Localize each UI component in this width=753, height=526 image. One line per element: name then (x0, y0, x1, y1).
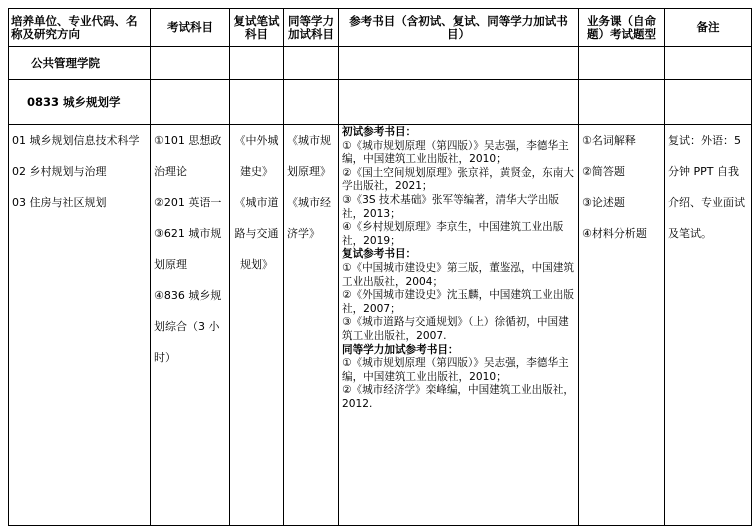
header-equiv-subject: 同等学力加试科目 (284, 9, 339, 47)
exam-subject-line: ①101 思想政 (154, 134, 222, 147)
reference-item: ③《3S 技术基础》张军等编著，清华大学出版社，2013； (342, 193, 560, 220)
retest-ref-heading: 复试参考书目： (342, 248, 417, 261)
equiv-subject-line: 划原理》 (287, 165, 331, 178)
exam-subject-line: ④836 城乡规 (154, 289, 222, 302)
retest-subject-line: 路与交通 (234, 227, 279, 240)
question-type: ②简答题 (582, 165, 625, 178)
empty-cell (151, 80, 230, 125)
equiv-subject-line: 《城市规 (287, 134, 331, 147)
direction-item: 03 住房与社区规划 (12, 196, 107, 209)
major-name: 0833 城乡规划学 (9, 80, 151, 125)
empty-cell (284, 47, 339, 80)
reference-item: ①《中国城市建设史》第三版，董鉴泓，中国建筑工业出版社，2004； (342, 261, 574, 288)
exam-subject-line: 治理论 (154, 165, 187, 178)
empty-cell (151, 47, 230, 80)
equiv-subject-line: 《城市经 (287, 196, 331, 209)
header-business-type: 业务课（自命题）考试题型 (579, 9, 665, 47)
header-retest-subject: 复试笔试科目 (230, 9, 284, 47)
references-cell (339, 125, 579, 526)
empty-cell (665, 80, 752, 125)
retest-subject-line: 《城市道 (234, 196, 279, 209)
exam-subject-line: 时） (154, 351, 176, 364)
empty-cell (230, 80, 284, 125)
reference-item: ①《城市规划原理（第四版）》吴志强，李德华主编，中国建筑工业出版社，2010； (342, 139, 569, 166)
directions-cell (9, 125, 151, 526)
question-types-cell (579, 125, 665, 526)
header-references: 参考书目（含初试、复试、同等学力加试书目） (339, 9, 579, 47)
retest-subject-line: 规划》 (240, 258, 273, 271)
notes-cell (665, 125, 752, 526)
direction-item: 02 乡村规划与治理 (12, 165, 107, 178)
reference-item: ②《城市经济学》栾峰编，中国建筑工业出版社，2012. (342, 384, 574, 410)
empty-cell (665, 47, 752, 80)
empty-cell (579, 47, 665, 80)
retest-subject-line: 建史》 (240, 165, 273, 178)
reference-item: ③《城市道路与交通规划》（上）徐循初，中国建筑工业出版社，2007. (342, 316, 569, 342)
initial-ref-heading: 初试参考书目： (342, 126, 417, 138)
detail-row (9, 125, 752, 526)
question-type: ④材料分析题 (582, 227, 647, 240)
reference-item: ②《外国城市建设史》沈玉麟，中国建筑工业出版社，2007； (342, 289, 574, 315)
empty-cell (339, 80, 579, 125)
empty-cell (230, 47, 284, 80)
empty-cell (339, 47, 579, 80)
question-type: ①名词解释 (582, 134, 636, 147)
exam-subject-line: ③621 城市规 (154, 227, 222, 240)
exam-subject-line: 划综合（3 小 (154, 320, 220, 333)
notes-text: 复试：外语：5 分钟 PPT 自我介绍、专业面试及笔试。 (668, 134, 745, 240)
retest-subjects-cell (230, 125, 284, 526)
exam-subjects-cell (151, 125, 230, 526)
direction-item: 01 城乡规划信息技术科学 (12, 134, 140, 147)
unit-name: 公共管理学院 (9, 47, 151, 80)
exam-subject-line: 划原理 (154, 258, 187, 271)
retest-subject-line: 《中外城 (234, 134, 279, 147)
equiv-ref-heading: 同等学力加试参考书目： (342, 343, 459, 356)
reference-item: ④《乡村规划原理》李京生，中国建筑工业出版社，2019； (342, 221, 564, 247)
empty-cell (579, 80, 665, 125)
reference-item: ①《城市规划原理（第四版）》吴志强，李德华主编，中国建筑工业出版社，2010； (342, 357, 569, 383)
header-unit: 培养单位、专业代码、名称及研究方向 (9, 9, 151, 47)
header-notes: 备注 (665, 9, 752, 47)
equiv-subjects-cell (284, 125, 339, 526)
admissions-table (8, 8, 752, 526)
empty-cell (284, 80, 339, 125)
header-exam-subjects: 考试科目 (151, 9, 230, 47)
exam-subject-line: ②201 英语一 (154, 196, 222, 209)
unit-row (9, 47, 752, 80)
header-row (9, 9, 752, 47)
reference-item: ②《国土空间规划原理》张京祥，黄贤金，东南大学出版社，2021； (342, 166, 574, 193)
equiv-subject-line: 济学》 (287, 227, 320, 240)
major-row (9, 80, 752, 125)
question-type: ③论述题 (582, 196, 625, 209)
